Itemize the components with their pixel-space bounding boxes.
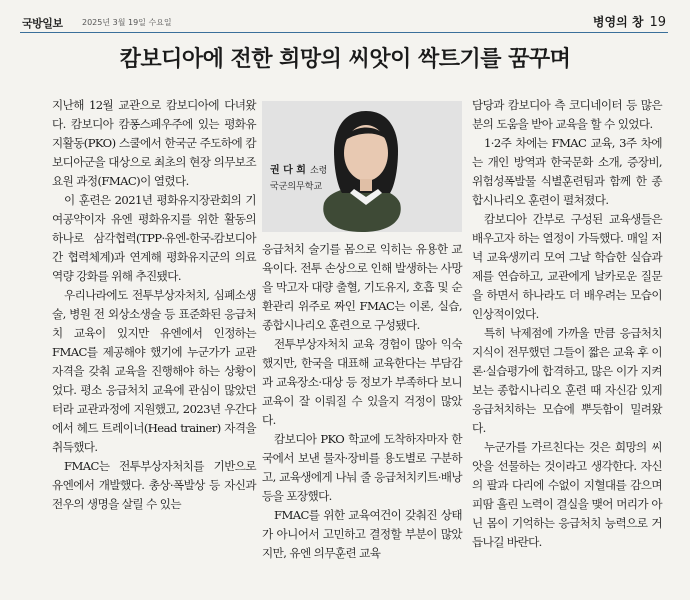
paragraph: FMAC를 위한 교육여건이 갖춰진 상태가 아니어서 고민하고 결정할 부분이 많았지만, 유엔 의무훈련 교육 [262, 508, 462, 560]
author-name-text: 권 다 희 [270, 165, 306, 176]
paragraph: 누군가를 가르친다는 것은 희망의 씨앗을 선물하는 것이라고 생각한다. 자신의 팔과 다리에 수없이 지혈대를 감으며 피땀 흘린 노력이 결실을 맺어 머리가 아닌 몸이 기억하는 응급처치 능력으로 거듭나길 바란다. [472, 440, 662, 549]
paragraph: FMAC는 전투부상자처치를 기반으로 유엔에서 개발했다. 총상·폭발상 등 자신과 전우의 생명을 살릴 수 있는 [52, 459, 256, 511]
article-column-1 [52, 96, 256, 514]
header-divider [20, 32, 668, 33]
paragraph: 응급처치 술기를 몸으로 익히는 유용한 교육이다. 전투 손상으로 인해 발생하는 사망을 막고자 대량 출혈, 기도유지, 호흡 및 순환관리 위주로 짜인 FMAC는 이론, 실습, 종합시나리오 훈련으로 구성됐다. [262, 242, 462, 332]
paragraph: 캄보디아 간부로 구성된 교육생들은 배우고자 하는 열정이 가득했다. 매일 저녁 교육생끼리 모여 그날 학습한 실습과제를 연습하고, 교관에게 날카로운 질문을 하면서 하나라도 더 배우려는 모습이 인상적이었다. [472, 212, 662, 321]
paragraph: 캄보디아 PKO 학교에 도착하자마자 한국에서 보낸 물자·장비를 용도별로 구분하고, 교육생에게 나눠 줄 응급처치키트·배낭 등을 포장했다. [262, 432, 462, 503]
article-title: 캄보디아에 전한 희망의 씨앗이 싹트기를 꿈꾸며 [119, 46, 571, 72]
newspaper-name: 국방일보 [22, 17, 63, 30]
paragraph: 1·2주 차에는 FMAC 교육, 3주 차에는 개인 방역과 한국문화 소개, 증장비, 위험성폭발물 식별훈련팀과 함께 한 종합시나리오 훈련이 펼쳐졌다. [472, 136, 662, 207]
author-photo [262, 101, 462, 232]
page-header [0, 0, 690, 34]
issue-date: 2025년 3월 19일 수요일 [82, 18, 172, 27]
section-label [593, 13, 666, 30]
paragraph: 이 훈련은 2021년 평화유지장관회의 기여공약이자 유엔 평화유지를 위한 활동의 하나로 삼각협력(TPP·유엔-한국-캄보디아 간 협력체계)과 연계해 평화유지군의 의료역량 강화를 위해 추진됐다. [52, 193, 256, 283]
paragraph: 담당과 캄보디아 측 코디네이터 등 많은 분의 도움을 받아 교육을 할 수 있었다. [472, 98, 662, 131]
paragraph: 지난해 12월 교관으로 캄보디아에 다녀왔다. 캄보디아 캄퐁스페우주에 있는 평화유지활동(PKO) 스쿨에서 한국군 주도하에 캄보디아군을 대상으로 최초의 현장 의무보조요원 과정(FMAC)이 열렸다. [52, 98, 256, 188]
article-column-3 [472, 96, 662, 552]
author-affiliation: 국군의무학교 [270, 182, 323, 192]
paragraph: 전투부상자처치 교육 경험이 많아 익숙했지만, 한국을 대표해 교육한다는 부담감과 교육장소·대상 등 정보가 부족하다 보니 교육이 잘 이뤄질 수 있을지 걱정이 많았다. [262, 337, 462, 427]
section-name: 병영의 창 [592, 15, 644, 29]
page-number: 19 [649, 15, 666, 30]
author-rank: 소령 [309, 166, 328, 176]
paragraph: 우리나라에도 전투부상자처치, 심폐소생술, 병원 전 외상소생술 등 표준화된 응급처치 교육이 있지만 유엔에서 인정하는 FMAC를 제공해야 했기에 누군가가 교관 자격을 갖춰 교육을 진행해야 하는 상황이었다. 평소 응급처치 교육에 관심이 많았던 터라 교관과정에 지원했고, 2023년 우간다에서 헤드 트레이너(Head trainer) 자격을 취득했다. [52, 288, 256, 454]
article-column-2 [262, 240, 462, 563]
paragraph: 특히 낙제점에 가까울 만큼 응급처치 지식이 전무했던 그들이 짧은 교육 후 이론·실습평가에 합격하고, 많은 이가 지켜보는 종합시나리오 훈련 때 자신감 있게 응급처치하는 모습에 뿌듯함이 밀려왔다. [472, 326, 662, 435]
author-name [270, 161, 327, 176]
